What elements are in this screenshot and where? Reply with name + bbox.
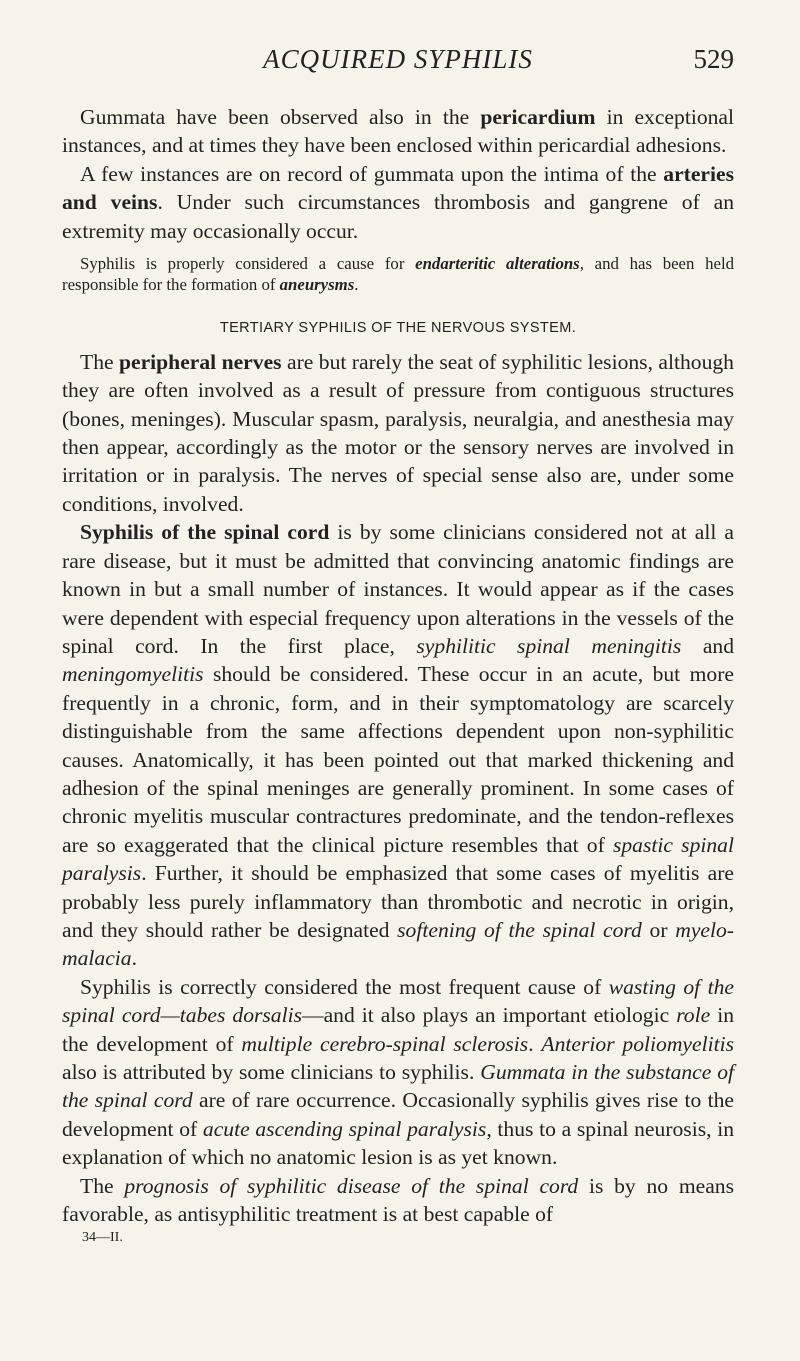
paragraph-prognosis: The prognosis of syphilitic disease of the spinal cord is by no means favorable, as antisyphilitic treatment is at best capable of — [62, 1173, 734, 1227]
paragraph-peripheral-nerves: The peripheral nerves are but rarely the seat of syphilitic lesions, although they are often involved as a result of pressure from contiguous structures (bones, meninges). Muscular spasm, paralysis, neuralgia, and anesthesia may then appear, accordingly as the motor or the sensory nerves are involved in irritation or in paralysis. The nerves of special sense also are, under some conditions, involved. — [62, 349, 734, 516]
paragraph-tabes: Syphilis is correctly considered the most frequent cause of wasting of the spinal cord—tabes dorsalis—and it also plays an important etiologic role in the development of multiple cerebro-spinal sclerosis. Anterior poliomyelitis also is attributed by some clinicians to syphilis. Gummata in the substance of the spinal cord are of rare occurrence. Occasionally syphilis gives rise to the development of acute ascending spinal paralysis, thus to a spinal neurosis, in explanation of which no anatomic lesion is as yet known. — [62, 974, 735, 1170]
paragraph-arteries: A few instances are on record of gummata upon the intima of the arteries and veins. Under such circumstances thrombosis and gangrene of an extremity may occasionally occur. — [62, 161, 734, 243]
section-heading: TERTIARY SYPHILIS OF THE NERVOUS SYSTEM. — [219, 319, 577, 336]
page-number: 529 — [693, 44, 734, 74]
signature-mark: 34—II. — [82, 1230, 123, 1246]
paragraph-small-note: Syphilis is properly considered a cause for endarteritic alterations, and has been held responsible for the formation of aneurysms. — [62, 254, 734, 295]
paragraph-spinal-cord: Syphilis of the spinal cord is by some clinicians considered not at all a rare disease, but it must be admitted that convincing anatomic findings are known in but a small number of instances. It would appear as if the cases were dependent with especial frequency upon alterations in the vessels of the spinal cord. In the first place, syphilitic spinal meningitis and meningomyelitis should be considered. These occur in an acute, but more frequently in a chronic, form, and in their symptomatology are scarcely distinguishable from the same affections dependent upon non-syphilitic causes. Anatomically, it has been pointed out that marked thickening and adhesion of the spinal meninges are generally prominent. In some cases of chronic myelitis muscular contractures predominate, and the tendon-reflexes are so exaggerated that the clinical picture resembles that of spastic spinal paralysis. Further, it should be emphasized that some cases of myelitis are probably less purely inflammatory than thrombotic and necrotic in origin, and they should rather be designated softening of the spinal cord or myelomalacia. — [62, 520, 734, 971]
page-header — [62, 44, 734, 84]
paragraph-pericardium: Gummata have been observed also in the pericardium in exceptional instances, and at times they have been enclosed within pericardial adhesions. — [62, 105, 734, 158]
running-title: ACQUIRED SYPHILIS — [263, 44, 533, 74]
page-body — [62, 103, 734, 1246]
